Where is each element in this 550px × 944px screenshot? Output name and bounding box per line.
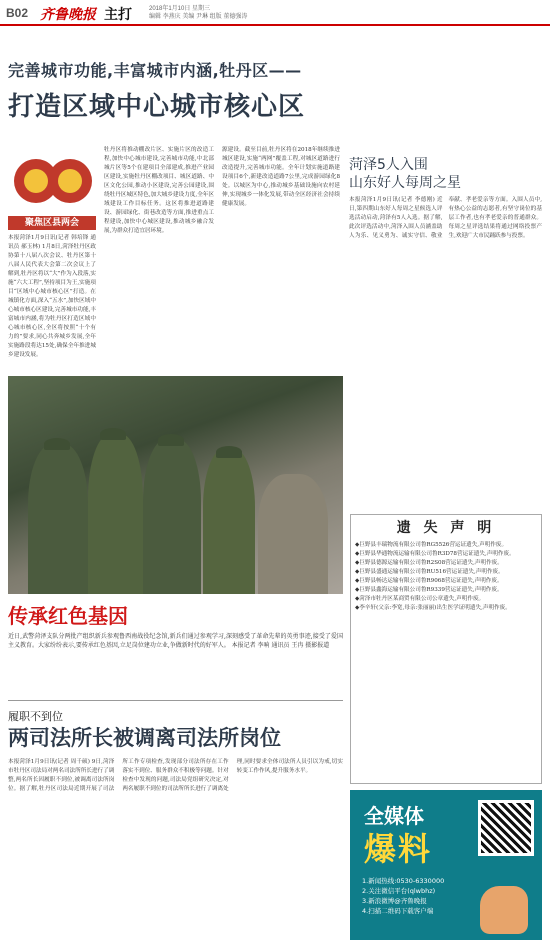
notice-item: ◆巨野县华通物流运输有限公司鲁R3D78营运证遗失,声明作废。 xyxy=(355,551,515,557)
header-meta xyxy=(149,5,247,21)
notice-item: ◆菏泽市牡丹区某商贸有限公司公章遗失,声明作废。 xyxy=(355,596,485,602)
sidebar-body: 本报菏泽1月9日讯(记者 李德刚) 近日,第四期山东好人每周之星候选人评选活动启动,菏泽有5人入选。据了解,此次评选活动中,菏泽入围人员涵盖助人为乐、见义勇为、诚实守信、敬业奉献、孝老爱亲等方面。入围人员中,有热心公益的志愿者,有坚守岗位的基层工作者,也有孝老爱亲的普通群众。每周之星评选结果将通过网络投票产生,欢迎广大市民踊跃参与投票。 xyxy=(349,197,542,239)
newspaper-logo: 齐鲁晚报 xyxy=(40,7,96,23)
section-name: 主打 xyxy=(104,7,132,23)
ad-line: 2.关注微信平台(qlwbhz) xyxy=(362,887,436,895)
qr-code-icon xyxy=(478,800,534,856)
notice-item: ◆巨野县畅达运输有限公司鲁R9068营运证遗失,声明作废。 xyxy=(355,578,503,584)
article2-body: 本报菏泽1月9日讯(记者 周千硕) 9日,菏泽市牡丹区司法局对两名司法所所长进行了调整,两名所长因履职不到位,被调离司法所岗位。据了解,牡丹区司法局近期开展了司法所工作专项检查,发现部分司法所存在工作落实不到位、服务群众不积极等问题。针对检查中发现的问题,司法局党组研究决定,对两名履职不到位的司法所所长进行了调离处理,同时要求全体司法所人员引以为戒,切实转变工作作风,提升服务水平。 xyxy=(8,759,343,792)
emblem-label: 聚焦区县两会 xyxy=(8,216,96,230)
photo-caption: 近日,武警菏泽支队分两批产组织新兵参观鲁西南战役纪念馆,新兵们通过参观学习,深刻感受了革命先辈的英勇事迹,接受了爱国主义教育。大家纷纷表示,要传承红色基因,立足岗位建功立业,争做新时代的好军人。 本报记者 李响 通讯员 王冉 摄影报道 xyxy=(8,633,343,649)
article-column-1: 本报菏泽1月9日讯(记者 韩培锋 通讯员 郝玉林) 1月8日,菏泽牡丹区政协第十八届八次会议、牡丹区第十八届人民代表大会第二次会议上了解到,牡丹区将以“大”作为入段落,实施“六大工程”,坚持项目为王,实施项目“区域中心城市核心区”打造。在城镇化方面,深入“五水”,加快区域中心城市核心区建设,完善城市功能,丰富城市内涵,将为牡丹区打造区域中心城市核心区,全区将按照“十个有力的”要求,同心共奔城乡发展,全年实施路段将达15处,确保全年推进城乡建设发展。 xyxy=(8,235,96,358)
sidebar-headline-line2: 山东好人每周之星 xyxy=(349,175,461,191)
ad-line: 4.扫描二维码下载客户端 xyxy=(362,907,434,915)
date-line: 2018年1月10日 星期三 xyxy=(149,6,211,12)
article-column-2: 牡丹区将推动棚改片区、实施片区的改造工程,加快中心城市建设,完善城市功能,中北部城片区等5个在建项目全部建成,推进产业园区建设,实施牡丹区棚改项目、城区道路、中区文化公园,推动小区建设,完善公园建设,围绕牡丹区城区特色,加大城乡建设力度,全年区域建设工作目标任务。这区将推进道路建设、游园绿化、街巷改造等方面,推进重点工程建设,加快中心城区建设,推动城乡融合发展,为群众打造宜居环境。 xyxy=(104,147,214,234)
article2-headline: 两司法所长被调离司法所岗位 xyxy=(8,726,281,750)
media-tipline-ad xyxy=(350,790,542,940)
main-kicker: 完善城市功能,丰富城市内涵,牡丹区—— xyxy=(8,61,302,80)
phone-hand-icon xyxy=(480,886,528,934)
ad-contact-list xyxy=(362,876,444,916)
soldiers-photo xyxy=(8,376,343,594)
lost-notice-box xyxy=(350,514,542,784)
ad-title-line2: 爆料 xyxy=(364,830,433,868)
article-column-3: 源建设。截至目前,牡丹区将在2018年继续推进城区建设,实施“两网”覆盖工程,对城区道路进行改造提升,完善城市功能。全年计划实施道路建设项目6个,新建改造道路7公里,完成游园绿化8处。以城区为中心,推动城乡基础设施向农村延伸,实现城乡一体化发展,带动全区经济社会持续健康发展。 xyxy=(222,147,340,207)
notice-item: ◆巨野县丰瑞物流有限公司鲁RG5526营运证遗失,声明作废。 xyxy=(355,542,508,548)
ad-line: 3.新浪微博@齐鲁晚报 xyxy=(362,897,427,905)
notice-list xyxy=(355,541,539,613)
ad-line: 1.新闻热线:0530-6330000 xyxy=(362,877,445,885)
page-number: B02 xyxy=(6,6,29,20)
sidebar-headline xyxy=(349,156,461,192)
notice-title: 遗 失 声 明 xyxy=(396,520,496,536)
party-emblem-icon xyxy=(8,146,96,216)
divider xyxy=(8,700,343,701)
notice-item: ◆李辛轩(父亲:李宽,母亲:张丽丽)出生医学证明遗失,声明作废。 xyxy=(355,605,511,611)
main-headline: 打造区域中心城市核心区 xyxy=(8,92,306,122)
article2-kicker: 履职不到位 xyxy=(8,710,63,723)
page-header xyxy=(0,0,550,26)
notice-item: ◆巨野县盛通运输有限公司鲁RU516营运证遗失,声明作废。 xyxy=(355,569,504,575)
notice-item: ◆巨野县德源运输有限公司鲁R2S08营运证遗失,声明作废。 xyxy=(355,560,503,566)
notice-item: ◆巨野县鑫海运输有限公司鲁R9339营运证遗失,声明作废。 xyxy=(355,587,503,593)
ad-title-line1: 全媒体 xyxy=(364,804,424,828)
photo-caption-title: 传承红色基因 xyxy=(8,604,128,628)
sidebar-headline-line1: 菏泽5人入围 xyxy=(349,157,428,173)
staff-line: 编辑 李燕庆 美编 尹琳 组版 董德强涛 xyxy=(149,14,248,20)
